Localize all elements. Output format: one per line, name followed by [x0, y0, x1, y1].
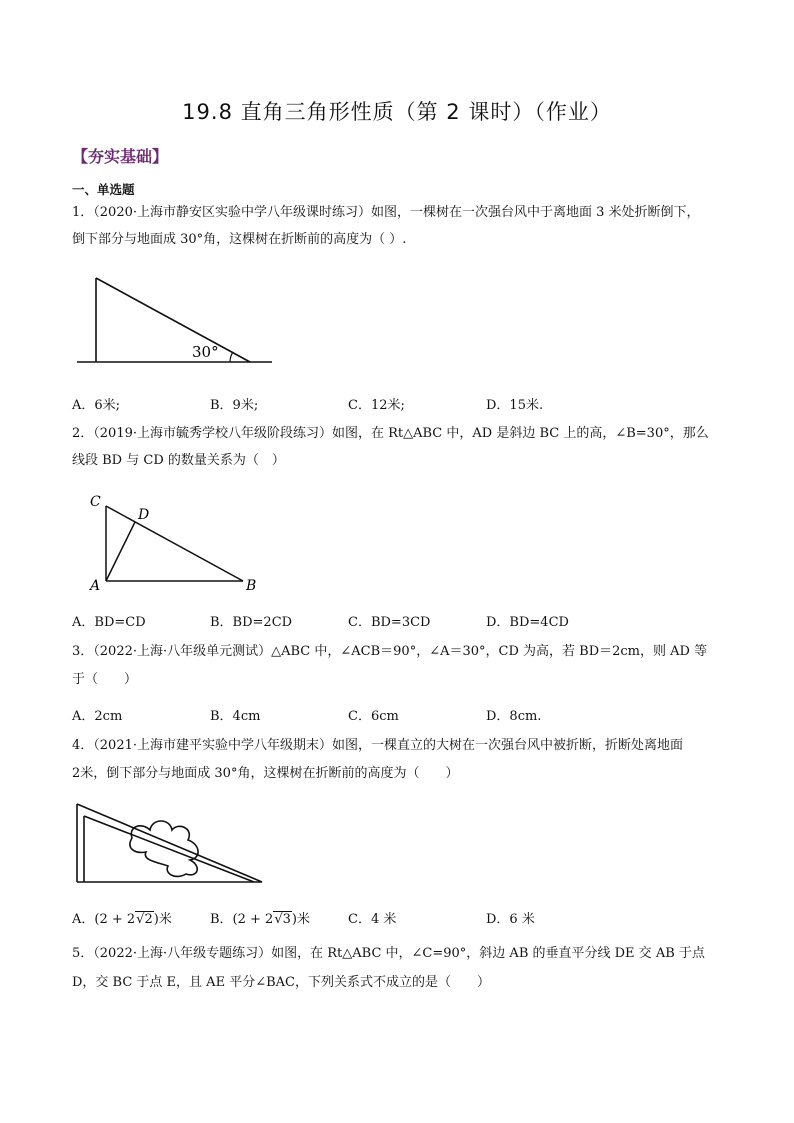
question-3-option-a: A．2cm — [72, 709, 123, 724]
question-1-line-2: 倒下部分与地面成 30°角，这棵树在折断前的高度为（ ）. — [72, 232, 407, 247]
label-b: B — [246, 578, 257, 594]
question-1-option-b: B．9米; — [210, 398, 259, 413]
fallen-part — [96, 278, 250, 362]
fallen-trunk-bottom — [84, 816, 254, 882]
fallen-trunk-top — [77, 804, 262, 882]
label-c: C — [90, 494, 101, 510]
question-2-figure — [80, 488, 270, 598]
question-2-option-c: C．BD=3CD — [348, 615, 431, 630]
angle-label: 30° — [192, 343, 219, 361]
label-a: A — [90, 578, 101, 594]
question-1-option-d: D．15米. — [486, 398, 544, 413]
question-1-line-1: 1．（2020·上海市静安区实验中学八年级课时练习）如图，一棵树在一次强台风中于离地面 3 米处折断倒下， — [72, 205, 700, 220]
question-5-line-1: 5．（2022·上海·八年级专题练习）如图，在 Rt△ABC 中，∠C=90°，斜边 AB 的垂直平分线 DE 交 AB 于点 — [72, 946, 705, 961]
subsection-heading: 一、单选题 — [72, 182, 135, 197]
question-2-option-b: B．BD=2CD — [210, 615, 293, 630]
question-2-option-a: A．BD=CD — [72, 615, 146, 630]
question-4-option-d: D．6 米 — [486, 912, 535, 927]
question-3-option-c: C．6cm — [348, 709, 399, 724]
question-4-line-2: 2米，倒下部分与地面成 30°角，这棵树在折断前的高度为（ ） — [72, 766, 459, 781]
label-d: D — [138, 507, 150, 523]
question-4-figure — [72, 800, 272, 890]
question-3-line-1: 3．（2022·上海·八年级单元测试）△ABC 中，∠ACB＝90°，∠A＝30°，CD 为高，若 BD＝2cm，则 AD 等 — [72, 644, 708, 659]
question-4-line-1: 4．（2021·上海市建平实验中学八年级期末）如图，一棵直立的大树在一次强台风中被折断，折断处离地面 — [72, 738, 683, 753]
question-2-option-d: D．BD=4CD — [486, 615, 569, 630]
question-2-line-2: 线段 BD 与 CD 的数量关系为（ ） — [72, 453, 285, 468]
question-4-option-c: C．4 米 — [348, 912, 397, 927]
angle-arc — [230, 352, 233, 362]
side-cb — [106, 506, 243, 581]
leaf-canopy — [130, 821, 198, 876]
question-5-line-2: D，交 BC 于点 E，且 AE 平分∠BAC，下列关系式不成立的是（ ） — [72, 975, 490, 990]
question-2-line-1: 2．（2019·上海市毓秀学校八年级阶段练习）如图，在 Rt△ABC 中，AD 是斜边 BC 上的高，∠B=30°，那么 — [72, 426, 709, 441]
question-3-option-b: B．4cm — [210, 709, 261, 724]
question-4-option-b: B．(2 + 2√3)米 — [210, 912, 310, 927]
question-3-line-2: 于（ ） — [72, 672, 138, 687]
section-heading: 【夯实基础】 — [72, 147, 169, 166]
question-1-figure — [72, 270, 282, 370]
page-title: 19.8 直角三角形性质（第 2 课时）（作业） — [182, 100, 612, 124]
question-4-option-a: A．(2 + 2√2)米 — [72, 912, 172, 927]
question-3-option-d: D．8cm. — [486, 709, 542, 724]
question-1-option-c: C．12米; — [348, 398, 405, 413]
altitude-ad — [106, 522, 135, 581]
question-1-option-a: A．6米; — [72, 398, 121, 413]
